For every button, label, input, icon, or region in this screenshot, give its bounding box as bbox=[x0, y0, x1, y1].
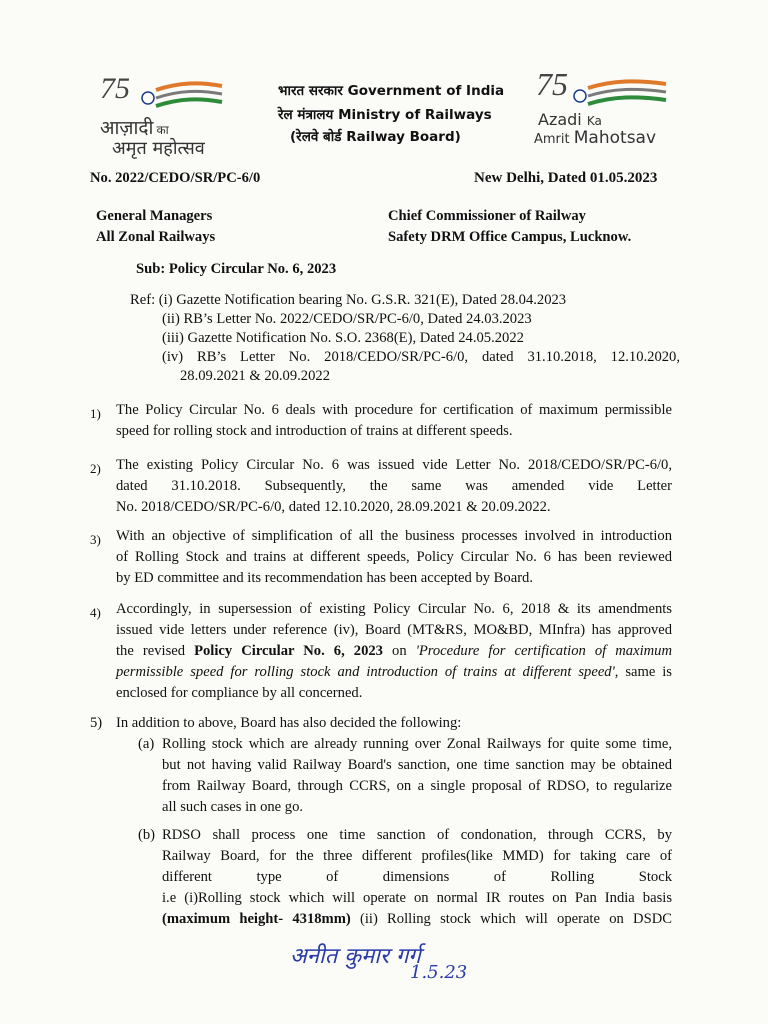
paragraph-number: 2) bbox=[90, 461, 101, 476]
paragraph-5-intro: In addition to above, Board has also decided the following: bbox=[116, 715, 462, 731]
subject-line: Sub: Policy Circular No. 6, 2023 bbox=[136, 261, 337, 277]
reference-item: (iii) Gazette Notification No. S.O. 2368(E), Dated 24.05.2022 bbox=[162, 330, 524, 346]
paragraph-number: 5) bbox=[90, 715, 103, 731]
addressee-left: General Managers All Zonal Railways bbox=[96, 208, 216, 245]
paragraph-number: 1) bbox=[90, 406, 101, 421]
sub-item-b: RDSO shall process one time sanction of condonation, through CCRS, by Railway Board, for the three different profiles(like MMD) for taking care of different type of dimensions of Rolling Stock i.e (i)Rolling stock which will operate on normal IR routes on Pan India basis (maximum height- 4318mm) (ii) Rolling stock which will operate on DSDC bbox=[162, 827, 672, 927]
paragraph-number: 3) bbox=[90, 532, 101, 547]
header-line-government: भारत सरकार Government of India bbox=[278, 83, 505, 99]
reference-item: Ref: (i) Gazette Notification bearing No. G.S.R. 321(E), Dated 28.04.2023 bbox=[130, 292, 567, 308]
place-and-date: New Delhi, Dated 01.05.2023 bbox=[474, 170, 658, 186]
paragraph-4: Accordingly, in supersession of existing Policy Circular No. 6, 2018 & its amendments issued vide letters under reference (iv), Board (MT&RS, MO&BD, MInfra) has approved the revised Policy Circular No. 6, 2023 on 'Procedure for certification of maximum permissible speed for rolling stock and introduction of trains at different speed', same is enclosed for compliance by all concerned. bbox=[116, 601, 673, 701]
paragraph-2: The existing Policy Circular No. 6 was issued vide Letter No. 2018/CEDO/SR/PC-6/0, dated 31.10.2018. Subsequently, the same was amended vide Letter No. 2018/CEDO/SR/PC-6/0, dated 12.10.2020, 28.09.2021 & 20.09.2022. bbox=[116, 457, 672, 515]
sub-item-a: Rolling stock which are already running over Zonal Railways for quite some time, but not having valid Railway Board's sanction, one time sanction may be obtained from Railway Board, through CCRS, on a single proposal of RDSO, to regularize all such cases in one go. bbox=[162, 736, 672, 815]
header-line-ministry: रेल मंत्रालय Ministry of Railways bbox=[278, 107, 492, 123]
reference-list bbox=[130, 291, 680, 386]
logo-text-amrit-mahotsav: Amrit Mahotsav bbox=[534, 128, 657, 148]
reference-item: (iv) RB’s Letter No. 2018/CEDO/SR/PC-6/0, dated 31.10.2018, 12.10.2020, bbox=[162, 349, 680, 365]
reference-item: (ii) RB’s Letter No. 2022/CEDO/SR/PC-6/0, Dated 24.03.2023 bbox=[162, 311, 532, 327]
azadi-ka-amrit-mahotsav-logo-right bbox=[532, 66, 682, 152]
paragraph-1: The Policy Circular No. 6 deals with procedure for certification of maximum permissible speed for rolling stock and introduction of trains at different speeds. bbox=[116, 402, 672, 439]
paragraph-3: With an objective of simplification of all the business processes involved in introduction of Rolling Stock and trains at different speeds, Policy Circular No. 6 has been reviewed by ED committee and its recommendation has been accepted by Board. bbox=[116, 528, 672, 586]
paragraph-number: 4) bbox=[90, 605, 101, 620]
logo-text-amrit-mahotsav: अमृत महोत्सव bbox=[112, 138, 205, 159]
logo-number: 75 bbox=[536, 66, 568, 102]
logo-text-azadi: आज़ादी का bbox=[100, 117, 169, 139]
reference-item: 28.09.2021 & 20.09.2022 bbox=[180, 368, 330, 384]
azadi-ka-amrit-mahotsav-logo-left bbox=[100, 72, 230, 159]
logo-text-azadi-ka: Azadi Ka bbox=[538, 110, 602, 129]
handwritten-signature: अनीत कुमार गर्ग bbox=[290, 944, 421, 969]
sub-item-label: (b) bbox=[138, 827, 156, 843]
addressee-right: Chief Commissioner of Railway Safety DRM Office Campus, Lucknow. bbox=[388, 208, 632, 245]
signature-date: 1.5.23 bbox=[410, 962, 468, 983]
header-line-board: (रेलवे बोर्ड Railway Board) bbox=[290, 129, 461, 145]
letter-number: No. 2022/CEDO/SR/PC-6/0 bbox=[90, 170, 261, 186]
logo-number: 75 bbox=[100, 72, 130, 105]
sub-item-label: (a) bbox=[138, 736, 155, 752]
